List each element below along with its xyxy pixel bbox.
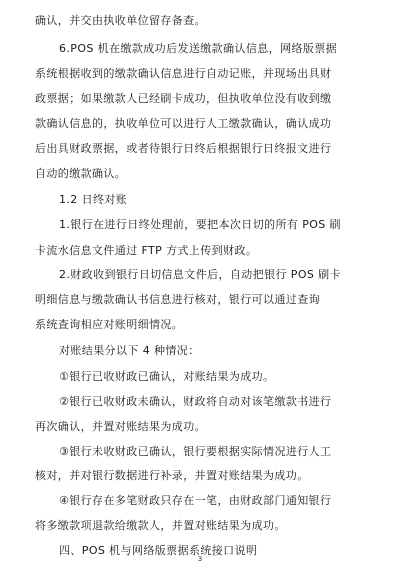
text-line: 2.财政收到银行日切信息文件后，自动把银行 POS 刷卡 xyxy=(59,268,341,281)
text-line: 款确认信息的，执收单位可以进行人工缴款确认，确认成功 xyxy=(35,117,332,130)
section-heading: 1.2 日终对账 xyxy=(59,193,128,206)
text-line: 再次确认，并置对账结果为成功。 xyxy=(35,420,206,433)
text-line: 系统查询相应对账明细情况。 xyxy=(35,318,184,331)
text-line: 后出具财政票据，或者待银行日终后根据银行日终报文进行 xyxy=(35,142,332,155)
text-line: 将多缴款项退款给缴款人，并置对账结果为成功。 xyxy=(35,519,286,532)
text-line: 对账结果分以下 4 种情况： xyxy=(59,344,200,357)
text-line: 核对，并对银行数据进行补录，并置对账结果为成功。 xyxy=(35,469,309,482)
list-item: ①银行已收财政已确认，对账结果为成功。 xyxy=(59,370,275,383)
text-line: 政票据；如果缴款人已经刷卡成功，但执收单位没有收到缴 xyxy=(35,92,332,105)
list-item: ④银行存在多笔财政只存在一笔，由财政部门通知银行 xyxy=(59,494,332,507)
page-number: 3 xyxy=(197,555,203,563)
text-line: 1.银行在进行日终处理前，要把本次日切的所有 POS 刷 xyxy=(59,218,341,231)
text-line: 自动的缴款确认。 xyxy=(35,167,127,180)
list-item: ②银行已收财政未确认，财政将自动对该笔缴款书进行 xyxy=(59,395,332,408)
section-heading: 四、POS 机与网络版票据系统接口说明 xyxy=(59,544,258,557)
text-line: 6.POS 机在缴款成功后发送缴款确认信息，网络版票据 xyxy=(59,42,338,55)
text-line: 明细信息与缴款确认书信息进行核对，银行可以通过查询 xyxy=(35,293,320,306)
text-line: 卡流水信息文件通过 FTP 方式上传到财政。 xyxy=(35,244,258,257)
text-line: 系统根据收到的缴款确认信息进行自动记账，并现场出具财 xyxy=(35,67,332,80)
text-line: 确认，并交由执收单位留存备查。 xyxy=(35,14,206,27)
list-item: ③银行未收财政已确认，银行要根据实际情况进行人工 xyxy=(59,445,332,458)
